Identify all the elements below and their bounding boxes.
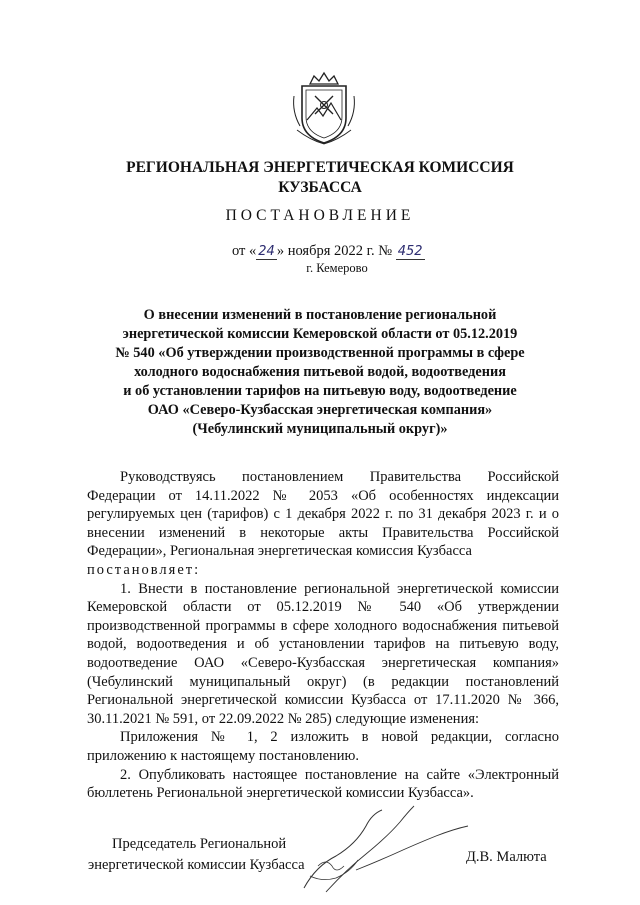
date-middle: » ноября 2022 г. №	[276, 243, 393, 259]
title-line: № 540 «Об утверждении производственной программы в сфере	[115, 345, 525, 361]
date-day: 24	[258, 244, 275, 259]
org-name-line-1: РЕГИОНАЛЬНАЯ ЭНЕРГЕТИЧЕСКАЯ КОМИССИЯ	[126, 159, 514, 176]
document-date-line	[232, 243, 432, 260]
title-line: холодного водоснабжения питьевой водой, водоотведения	[134, 364, 506, 380]
title-line: и об установлении тарифов на питьевую воду, водоотведение	[123, 383, 517, 399]
document-title	[95, 306, 545, 439]
item-2-paragraph: 2. Опубликовать настоящее постановление на сайте «Электронный бюллетень Региональной энергетической комиссии Кузбасса».	[87, 766, 559, 802]
title-line: (Чебулинский муниципальный округ)»	[192, 421, 448, 437]
item-1-paragraph: 1. Внести в постановление региональной энергетической комиссии Кемеровской области от 05.12.2019 № 540 «Об утверждении производственной программы в сфере холодного водоснабжения питьевой водой, водоотведения и об установлении тарифов на питьевую воду, водоотведение ОАО «Северо-Кузбасская энергетическая компания» (Чебулинский муниципальный округ) (в редакции постановлений Региональной энергетической комиссии Кузбасса от 17.11.2020 № 366, 30.11.2021 № 591, от 22.09.2022 № 285) следующие изменения:	[87, 580, 559, 727]
position-line-1: Председатель Региональной	[112, 836, 287, 852]
item-1-sub-paragraph: Приложения № 1, 2 изложить в новой редакции, согласно приложению к настоящему постановлению.	[87, 729, 559, 764]
preamble-paragraph: Руководствуясь постановлением Правительства Российской Федерации от 14.11.2022 № 2053 «Об особенностях индексации регулируемых цен (тарифов) с 1 декабря 2022 г. по 31 декабря 2023 г. и о внесении изменений в некоторые акты Правительства Российской Федерации», Региональная энергетическая комиссия Кузбасса	[87, 469, 559, 560]
document-number: 452	[397, 244, 423, 259]
signatory-position	[88, 834, 305, 876]
title-line: О внесении изменений в постановление региональной	[143, 307, 497, 323]
org-name-line-2: КУЗБАССА	[278, 179, 362, 196]
position-line-2: энергетической комиссии Кузбасса	[88, 857, 305, 873]
document-type: ПОСТАНОВЛЕНИЕ	[225, 207, 415, 224]
document-body	[87, 468, 559, 803]
signatory-name: Д.В. Малюта	[466, 849, 547, 865]
date-prefix: от «	[232, 243, 257, 259]
title-line: ОАО «Северо-Кузбасская энергетическая компания»	[147, 402, 493, 418]
city: г. Кемерово	[306, 261, 368, 275]
title-line: энергетической комиссии Кемеровской области от 05.12.2019	[122, 326, 518, 342]
kuzbass-coat-of-arms-icon	[290, 70, 358, 146]
resolves-word: постановляет:	[87, 561, 201, 578]
handwritten-signature-icon	[296, 796, 476, 896]
